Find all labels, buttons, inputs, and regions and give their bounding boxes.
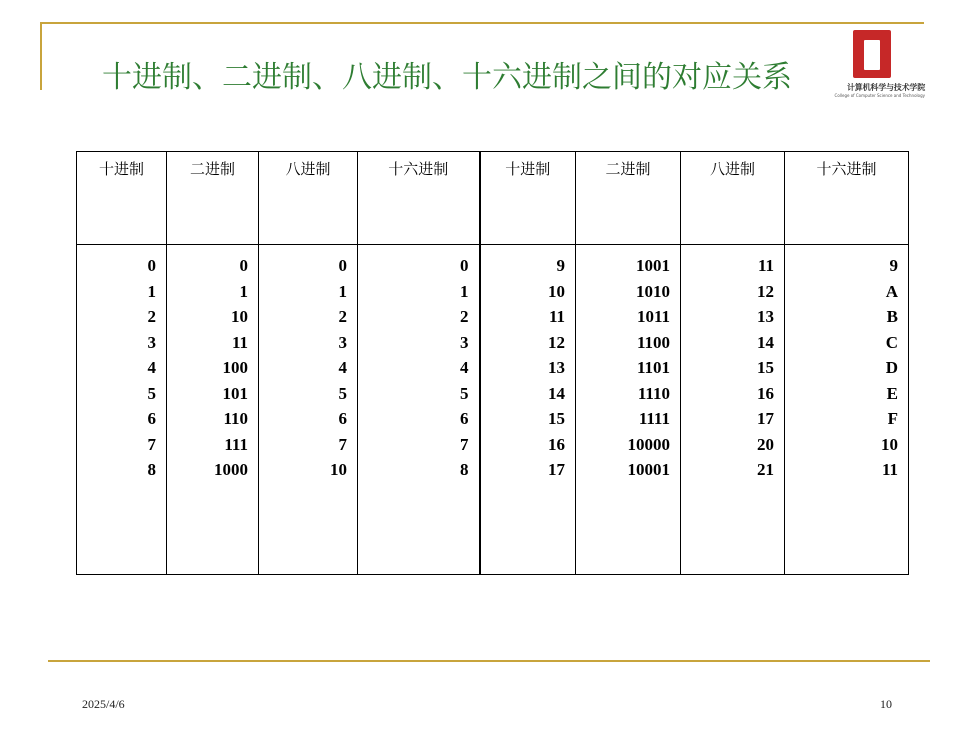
table-cell: 7	[147, 434, 156, 454]
table-cell: 11	[231, 332, 248, 352]
table-cell: 0	[460, 256, 469, 275]
table-cell: 20	[757, 434, 774, 454]
header-hex-2: 十六进制	[785, 152, 909, 245]
page-number: 10	[880, 697, 892, 711]
table-cell: 11	[757, 256, 774, 275]
table-cell: 7	[338, 434, 347, 454]
table-cell: 0	[147, 256, 156, 275]
header-binary-2: 二进制	[576, 152, 681, 245]
table-cell: 2	[338, 307, 347, 326]
table-cell: 3	[147, 332, 156, 352]
table-cell: 1101	[636, 358, 670, 377]
header-hex-1: 十六进制	[358, 152, 480, 245]
table-cell: 9	[889, 256, 898, 275]
table-cell: 10	[881, 434, 898, 454]
number-system-table	[76, 151, 909, 575]
footer-divider	[48, 660, 930, 662]
table-cell: 100	[222, 358, 248, 377]
table-cell: 10000	[627, 434, 670, 454]
table-cell: 5	[338, 383, 347, 403]
header-octal-1: 八进制	[259, 152, 358, 245]
header-decimal-2: 十进制	[480, 152, 576, 245]
table-cell: 6	[460, 409, 469, 428]
table-cell: 0	[239, 256, 248, 275]
header-octal-2: 八进制	[681, 152, 785, 245]
table-cell: 12	[548, 332, 565, 352]
top-accent-line	[40, 22, 924, 24]
table-cell: B	[886, 307, 898, 326]
table-cell: 16	[548, 434, 565, 454]
header-binary-1: 二进制	[167, 152, 259, 245]
table-cell: 1	[338, 281, 347, 301]
table-cell: 4	[338, 358, 347, 377]
table-cell: 101	[222, 383, 248, 403]
column-decimal-2	[480, 245, 576, 575]
table-cell: 9	[556, 256, 565, 275]
table-cell: 8	[460, 460, 469, 479]
table-cell: 3	[338, 332, 347, 352]
table-cell: 1	[147, 281, 156, 301]
table-cell: A	[885, 281, 898, 301]
table-cell: 4	[147, 358, 156, 377]
table-header-row	[77, 152, 909, 245]
table-cell: 21	[757, 460, 774, 479]
logo-name-en: College of Computer Science and Technology	[834, 93, 925, 98]
table-cell: 10	[548, 281, 565, 301]
column-hex-2	[785, 245, 909, 575]
column-hex-1	[358, 245, 480, 575]
college-logo	[817, 30, 925, 104]
table-cell: 14	[548, 383, 565, 403]
table-cell: 4	[460, 358, 469, 377]
header-decimal-1: 十进制	[77, 152, 167, 245]
table-cell: 110	[223, 409, 248, 428]
table-cell: 14	[757, 332, 774, 352]
table-cell: 10	[330, 460, 347, 479]
table-cell: 15	[548, 409, 565, 428]
table-cell: 6	[338, 409, 347, 428]
column-binary-2	[576, 245, 681, 575]
table-cell: D	[885, 358, 898, 377]
table-cell: 1	[239, 281, 248, 301]
table-cell: 2	[147, 307, 156, 326]
table-cell: 1000	[214, 460, 248, 479]
table-cell: 0	[338, 256, 347, 275]
table-cell: 3	[460, 332, 469, 352]
table-cell: 1011	[636, 307, 670, 326]
table-cell: 1001	[636, 256, 670, 275]
table-cell: F	[887, 409, 898, 428]
footer-date: 2025/4/6	[82, 697, 125, 711]
table-cell: 10	[231, 307, 248, 326]
slide-title: 十进制、二进制、八进制、十六进制之间的对应关系	[102, 60, 792, 95]
column-binary-1	[167, 245, 259, 575]
table-body-row	[77, 245, 909, 575]
logo-name-cn: 计算机科学与技术学院	[847, 82, 925, 92]
table-cell: 11	[548, 307, 565, 326]
table-cell: 2	[460, 307, 469, 326]
table-cell: 5	[460, 383, 469, 403]
table-cell: C	[885, 332, 898, 352]
table-cell: 5	[147, 383, 156, 403]
column-octal-2	[681, 245, 785, 575]
table-cell: 11	[881, 460, 898, 479]
column-decimal-1	[77, 245, 167, 575]
logo-mark-icon	[853, 30, 891, 78]
table-cell: 6	[147, 409, 156, 428]
table-cell: 1010	[636, 281, 670, 301]
table-cell: 13	[757, 307, 774, 326]
table-cell: E	[886, 383, 898, 403]
table-cell: 12	[757, 281, 774, 301]
table-cell: 7	[460, 434, 469, 454]
table-cell: 1110	[637, 383, 670, 403]
table-cell: 13	[548, 358, 565, 377]
table-cell: 1	[460, 281, 469, 301]
table-cell: 17	[757, 409, 774, 428]
table-cell: 111	[224, 434, 248, 454]
table-cell: 17	[548, 460, 565, 479]
table-cell: 8	[147, 460, 156, 479]
table-cell: 10001	[627, 460, 670, 479]
table-cell: 15	[757, 358, 774, 377]
column-octal-1	[259, 245, 358, 575]
table-cell: 16	[757, 383, 774, 403]
table-cell: 1111	[638, 409, 670, 428]
table-cell: 1100	[636, 332, 670, 352]
left-accent-line	[40, 22, 42, 90]
